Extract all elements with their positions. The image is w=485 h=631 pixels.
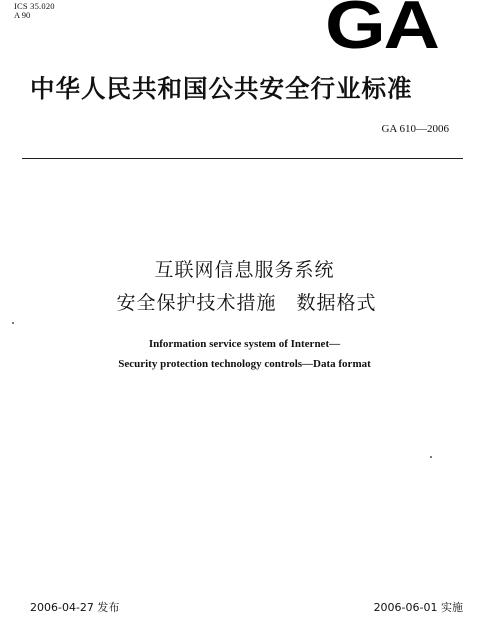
scan-speck xyxy=(430,456,432,458)
english-title-line-1: Information service system of Internet— xyxy=(148,338,341,350)
issue-date: 2006-04-27 发布 xyxy=(30,601,120,614)
ics-code: ICS 35.020 xyxy=(14,1,55,11)
ga-logo: GA xyxy=(325,0,438,63)
chinese-title-line-2: 安全保护技术措施 数据格式 xyxy=(116,292,377,314)
english-title-line-2: Security protection technology controls—Data format xyxy=(118,358,371,370)
organization-title: 中华人民共和国公共安全行业标准 xyxy=(30,74,413,103)
implementation-date: 2006-06-01 实施 xyxy=(373,601,463,614)
header-divider xyxy=(22,158,463,159)
scan-speck xyxy=(12,322,14,324)
classification-code: A 90 xyxy=(14,10,31,20)
standard-number: GA 610—2006 xyxy=(381,123,449,135)
chinese-title-line-1: 互联网信息服务系统 xyxy=(154,259,335,281)
